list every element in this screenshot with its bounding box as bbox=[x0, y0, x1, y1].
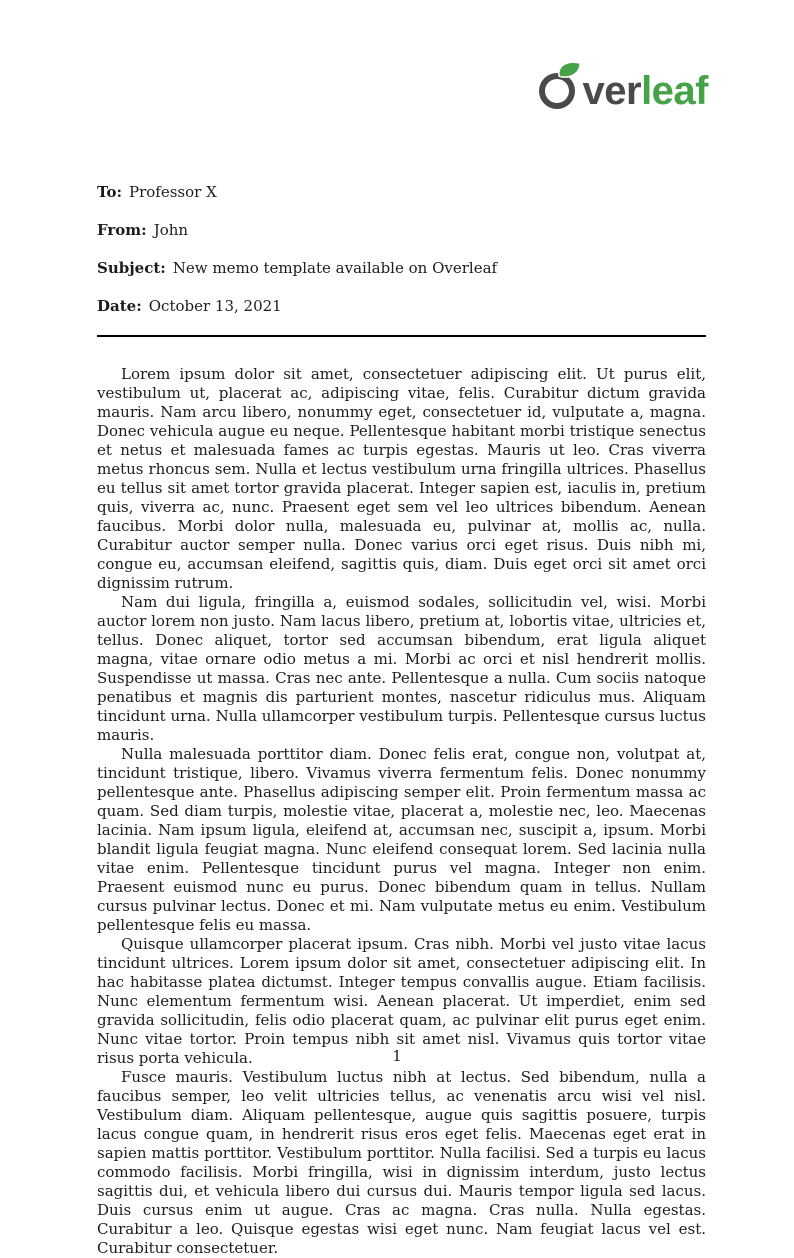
field-value-subject: New memo template available on Overleaf bbox=[172, 259, 498, 277]
logo-wordmark-green: leaf bbox=[641, 69, 708, 113]
body-paragraph-3: Nulla malesuada porttitor diam. Donec felis erat, congue non, volutpat at, tincidunt tristique, libero. Vivamus viverra fermentum felis. Donec nonummy pellentesque ante. Phasellus adipiscing semper elit. Proin fermentum massa ac quam. Sed diam turpis, molestie vitae, placerat a, molestie nec, leo. Maecenas lacinia. Nam ipsum ligula, eleifend at, accumsan nec, suscipit a, ipsum. Morbi blandit ligula feugiat magna. Nunc eleifend consequat lorem. Sed lacinia nulla vitae enim. Pellentesque tincidunt purus vel magna. Integer non enim. Praesent euismod nunc eu purus. Donec bibendum quam in tellus. Nullam cursus pulvinar lectus. Donec et mi. Nam vulputate metus eu enim. Vestibulum pellentesque felis eu massa. bbox=[97, 745, 706, 934]
body-paragraph-4: Quisque ullamcorper placerat ipsum. Cras nibh. Morbi vel justo vitae lacus tincidunt ultrices. Lorem ipsum dolor sit amet, consectetuer adipiscing elit. In hac habitasse platea dictumst. Integer tempus convallis augue. Etiam facilisis. Nunc elementum fermentum wisi. Aenean placerat. Ut imperdiet, enim sed gravida sollicitudin, felis odio placerat quam, ac pulvinar elit purus eget enim. Nunc vitae tortor. Proin tempus nibh sit amet nisl. Vivamus quis tortor vitae risus porta vehicula. bbox=[97, 935, 706, 1067]
overleaf-o-leaf-icon bbox=[536, 60, 582, 110]
body-paragraph-2: Nam dui ligula, fringilla a, euismod sodales, sollicitudin vel, wisi. Morbi auctor lorem non justo. Nam lacus libero, pretium at, lobortis vitae, ultricies et, tellus. Donec aliquet, tortor sed accumsan bibendum, erat ligula aliquet magna, vitae ornare odio metus a mi. Morbi ac orci et nisl hendrerit mollis. Suspendisse ut massa. Cras nec ante. Pellentesque a nulla. Cum sociis natoque penatibus et magnis dis parturient montes, nascetur ridiculus mus. Aliquam tincidunt urna. Nulla ullamcorper vestibulum turpis. Pellentesque cursus luctus mauris. bbox=[97, 593, 706, 744]
memo-content bbox=[97, 183, 706, 1258]
memo-field-to bbox=[97, 183, 706, 202]
overleaf-logo bbox=[536, 60, 709, 113]
memo-field-date bbox=[97, 297, 706, 316]
field-value-date: October 13, 2021 bbox=[148, 297, 282, 315]
field-label-to: To: bbox=[97, 183, 122, 201]
header-divider bbox=[97, 335, 706, 337]
field-label-subject: Subject: bbox=[97, 259, 166, 277]
logo-wordmark-dark: ver bbox=[582, 69, 642, 113]
memo-field-from bbox=[97, 221, 706, 240]
field-value-to: Professor X bbox=[128, 183, 217, 201]
logo-wordmark bbox=[582, 69, 709, 113]
page-number: 1 bbox=[392, 1047, 402, 1065]
memo-field-subject bbox=[97, 259, 706, 278]
field-label-from: From: bbox=[97, 221, 147, 239]
body-paragraph-1: Lorem ipsum dolor sit amet, consectetuer adipiscing elit. Ut purus elit, vestibulum ut, placerat ac, adipiscing vitae, felis. Curabitur dictum gravida mauris. Nam arcu libero, nonummy eget, consectetuer id, vulputate a, magna. Donec vehicula augue eu neque. Pellentesque habitant morbi tristique senectus et netus et malesuada fames ac turpis egestas. Mauris ut leo. Cras viverra metus rhoncus sem. Nulla et lectus vestibulum urna fringilla ultrices. Phasellus eu tellus sit amet tortor gravida placerat. Integer sapien est, iaculis in, pretium quis, viverra ac, nunc. Praesent eget sem vel leo ultrices bibendum. Aenean faucibus. Morbi dolor nulla, malesuada eu, pulvinar at, mollis ac, nulla. Curabitur auctor semper nulla. Donec varius orci eget risus. Duis nibh mi, congue eu, accumsan eleifend, sagittis quis, diam. Duis eget orci sit amet orci dignissim rutrum. bbox=[97, 365, 706, 592]
field-value-from: John bbox=[153, 221, 189, 239]
body-paragraph-5: Fusce mauris. Vestibulum luctus nibh at lectus. Sed bibendum, nulla a faucibus semper, leo velit ultricies tellus, ac venenatis arcu wisi vel nisl. Vestibulum diam. Aliquam pellentesque, augue quis sagittis posuere, turpis lacus congue quam, in hendrerit risus eros eget felis. Maecenas eget erat in sapien mattis porttitor. Vestibulum porttitor. Nulla facilisi. Sed a turpis eu lacus commodo facilisis. Morbi fringilla, wisi in dignissim interdum, justo lectus sagittis dui, et vehicula libero dui cursus dui. Mauris tempor ligula sed lacus. Duis cursus enim ut augue. Cras ac magna. Cras nulla. Nulla egestas. Curabitur a leo. Quisque egestas wisi eget nunc. Nam feugiat lacus vel est. Curabitur consectetuer. bbox=[97, 1068, 706, 1257]
field-label-date: Date: bbox=[97, 297, 142, 315]
